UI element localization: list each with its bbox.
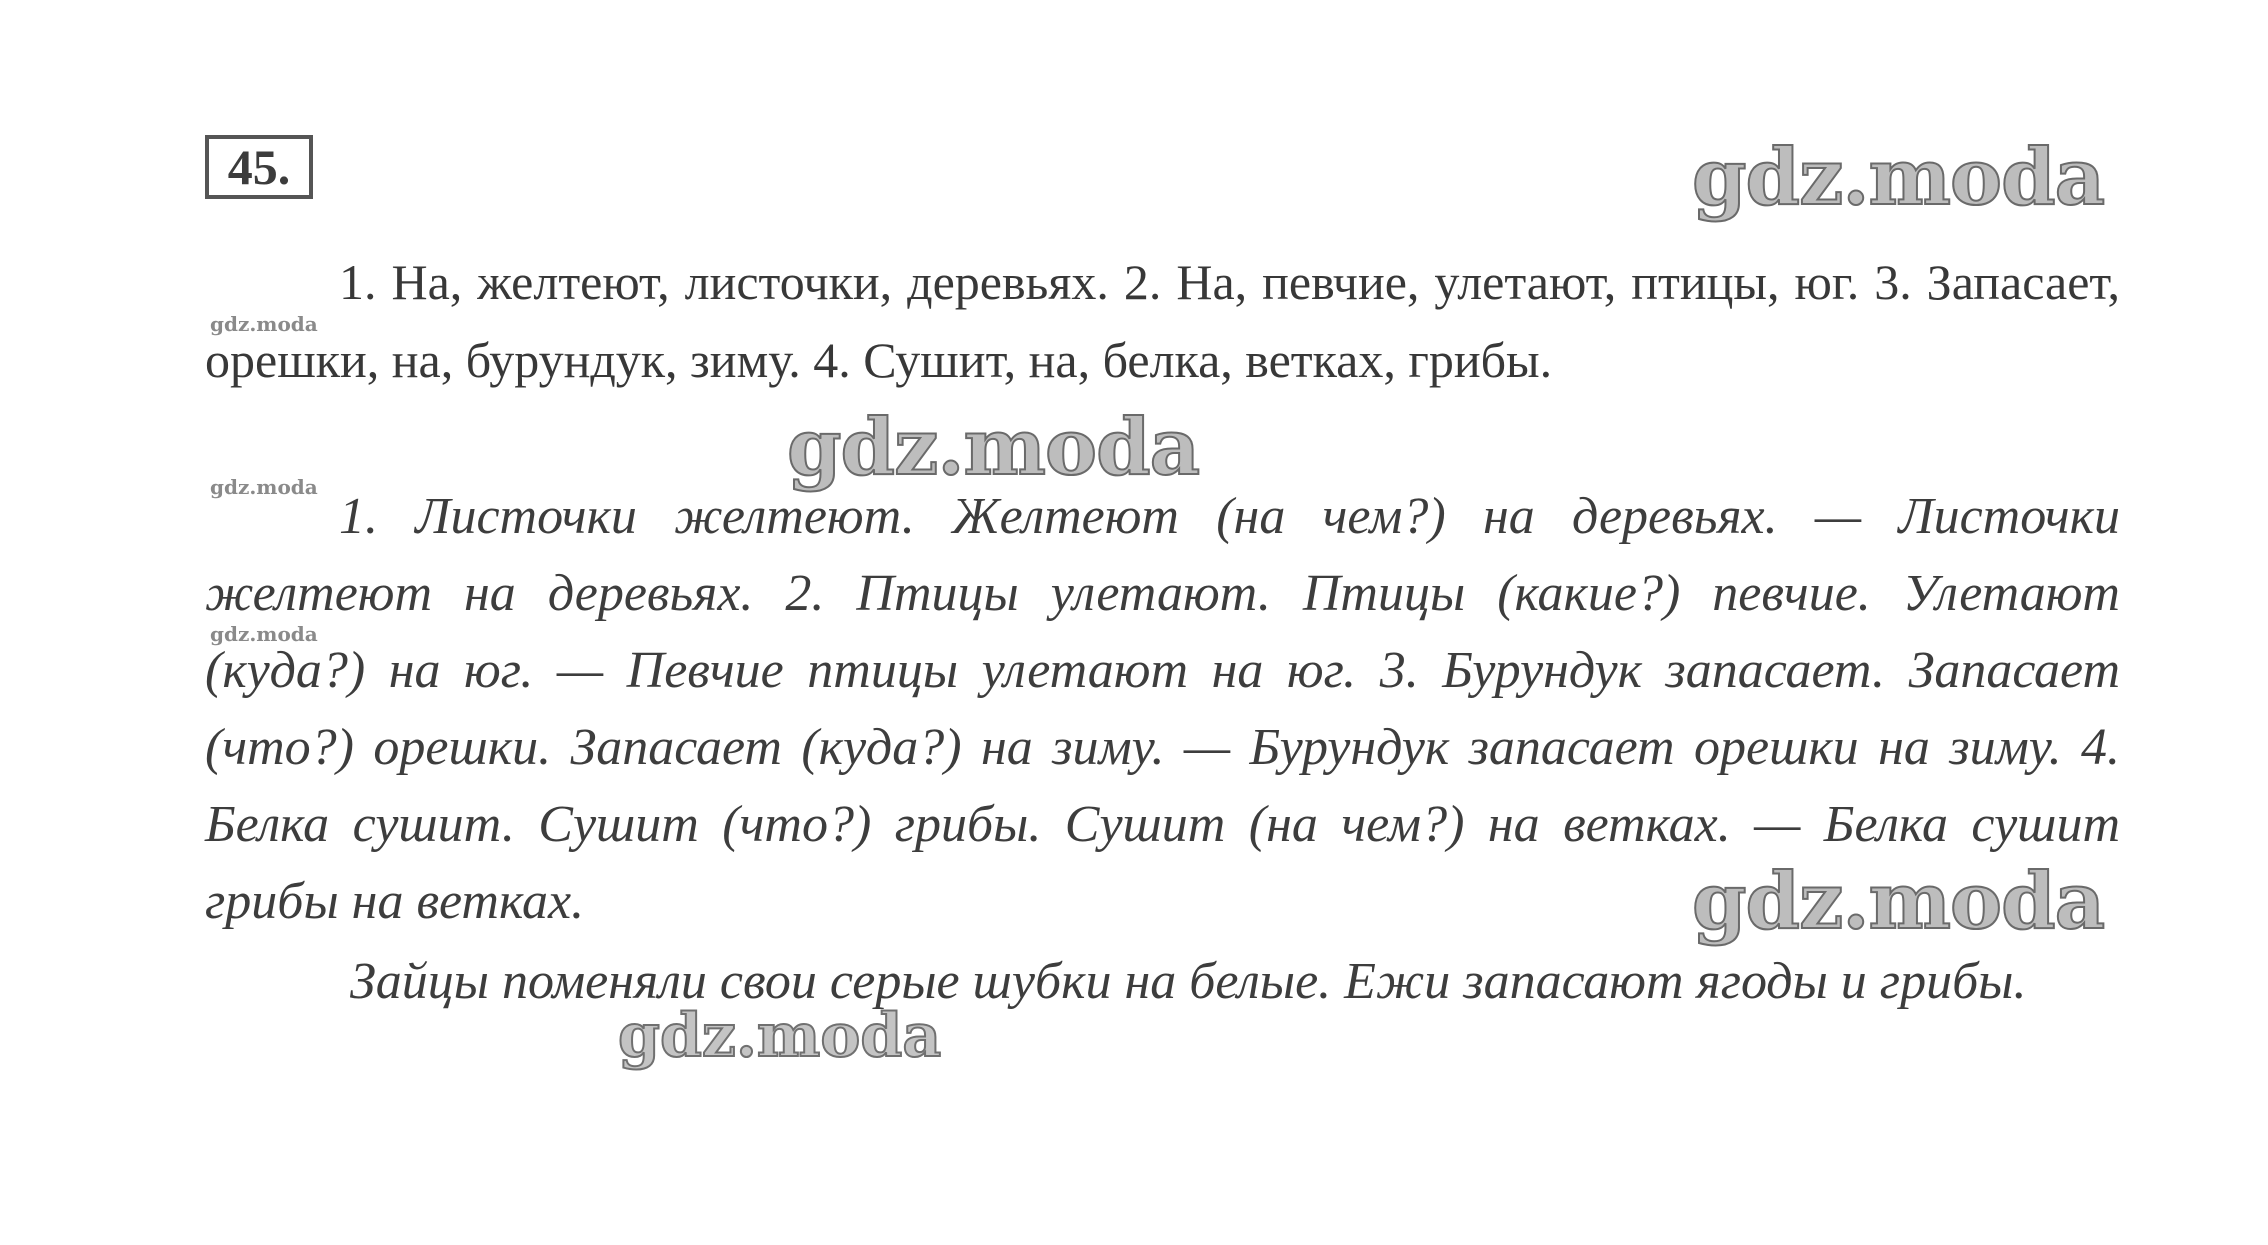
watermark-middle: gdz.moda [787, 402, 1200, 493]
paragraph-composed-sentences: Зайцы поменяли свои серые шубки на белые. Ежи запасают ягоды и грибы. [350, 953, 2027, 1010]
watermark-small-2: gdz.moda [210, 475, 318, 499]
task-number-box: 45. [205, 135, 313, 199]
watermark-top-right: gdz.moda [1692, 132, 2105, 223]
paragraph-sentence-analysis: 1. Листочки желтеют. Желтеют (на чем?) на деревьях. — Листочки желтеют на деревьях. 2. Птицы улетают. Птицы (какие?) певчие. Улетают (куда?) на юг. — Певчие птицы улетают на юг. 3. Бурундук запасает. Запасает (что?) орешки. Запасает (куда?) на зиму. — Бурундук запасает орешки на зиму. 4. Белка сушит. Сушит (что?) грибы. Сушит (на чем?) на ветках. — Белка сушит грибы на ветках. [205, 488, 2120, 930]
watermark-bottom-right: gdz.moda [1692, 856, 2105, 947]
paragraph-word-list: 1. На, желтеют, листочки, деревьях. 2. На, певчие, улетают, птицы, юг. 3. Запасает, орешки, на, бурундук, зиму. 4. Сушит, на, белка, ветках, грибы. [205, 254, 2120, 388]
watermark-small-1: gdz.moda [210, 312, 318, 336]
watermark-small-3: gdz.moda [210, 622, 318, 646]
watermark-bottom-left: gdz.moda [618, 1001, 942, 1071]
